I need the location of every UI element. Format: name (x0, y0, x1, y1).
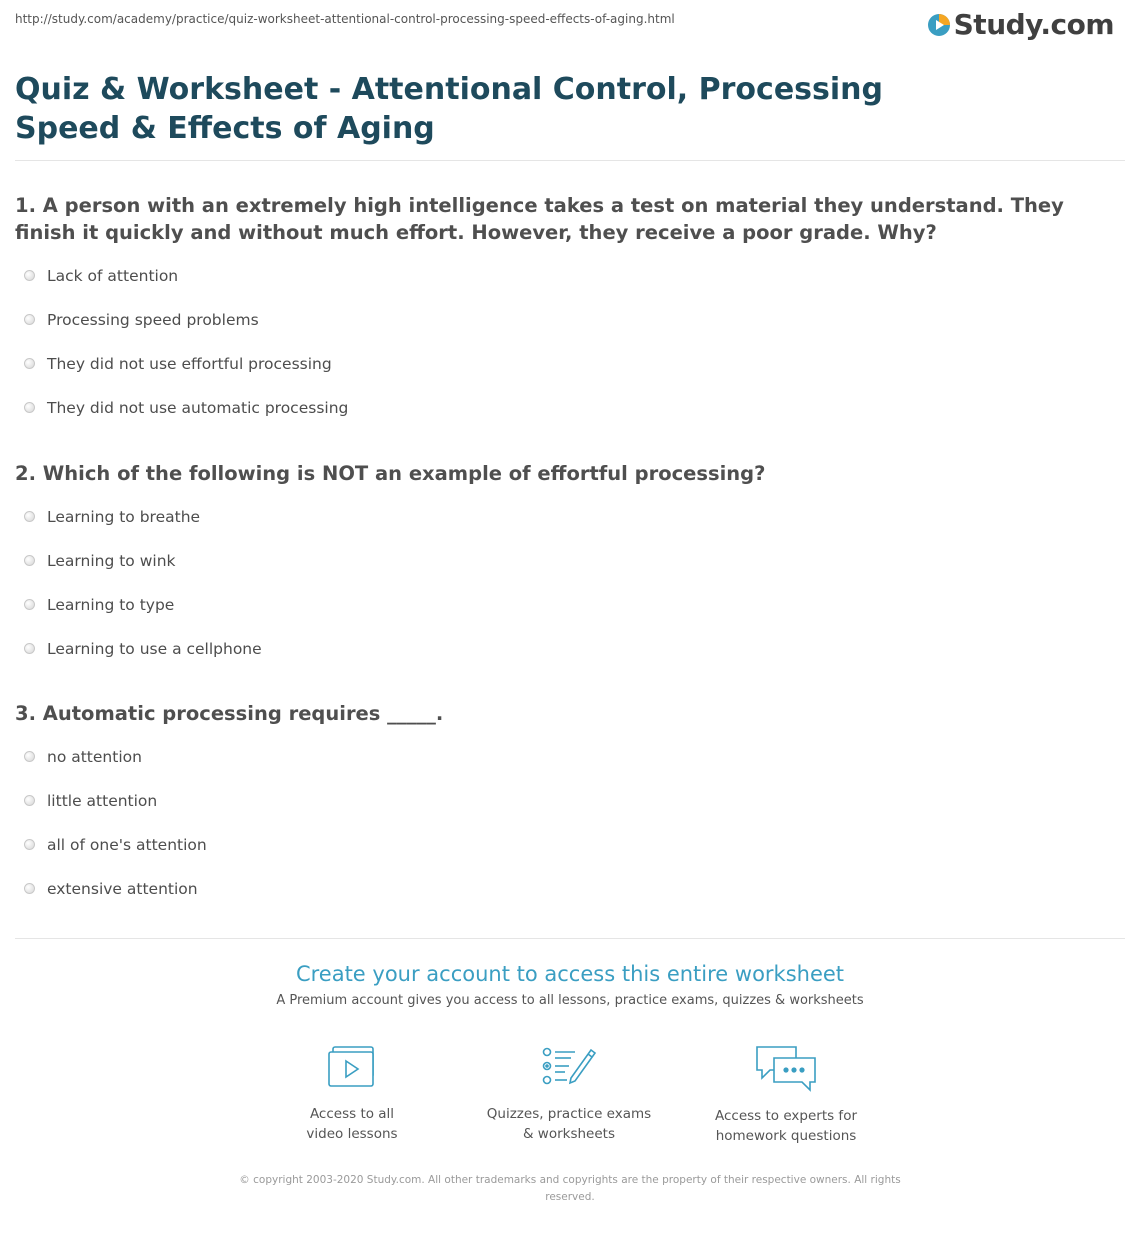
radio-button[interactable] (24, 643, 35, 654)
chat-bubbles-icon (754, 1044, 818, 1092)
radio-button[interactable] (24, 358, 35, 369)
answer-option[interactable]: Learning to breathe (15, 495, 1115, 539)
feature-label-line2: video lessons (306, 1126, 398, 1142)
question-2 (15, 460, 1115, 671)
radio-button[interactable] (24, 751, 35, 762)
radio-button[interactable] (24, 795, 35, 806)
radio-button[interactable] (24, 270, 35, 281)
divider (15, 938, 1125, 939)
feature-label-line2: & worksheets (522, 1126, 615, 1142)
feature-label-line1: Access to experts for (714, 1108, 857, 1124)
radio-button[interactable] (24, 402, 35, 413)
question-text: 3. Automatic processing requires _____. (15, 702, 444, 725)
video-lessons-icon (326, 1044, 378, 1090)
answer-options (15, 495, 1115, 671)
feature-video-lessons (252, 1044, 452, 1144)
divider (15, 160, 1125, 161)
answer-option[interactable]: no attention (15, 735, 1115, 779)
answer-option[interactable]: Learning to use a cellphone (15, 627, 1115, 671)
page-url: http://study.com/academy/practice/quiz-worksheet-attentional-control-processing-speed-effects-of-aging.html (15, 12, 675, 26)
radio-button[interactable] (24, 599, 35, 610)
question-text: 1. A person with an extremely high intelligence takes a test on material they understand. They finish it quickly and without much effort. However, they receive a poor grade. Why? (15, 194, 1064, 244)
logo-text: Study.com (953, 8, 1114, 41)
answer-option[interactable]: They did not use automatic processing (15, 386, 1115, 430)
feature-experts (686, 1044, 886, 1146)
question-3 (15, 700, 1115, 911)
page-title: Quiz & Worksheet - Attentional Control, Processing Speed & Effects of Aging (15, 72, 883, 146)
radio-button[interactable] (24, 511, 35, 522)
feature-quizzes (469, 1044, 669, 1144)
answer-option[interactable]: extensive attention (15, 867, 1115, 911)
answer-option[interactable]: all of one's attention (15, 823, 1115, 867)
answer-option[interactable]: little attention (15, 779, 1115, 823)
answer-options (15, 735, 1115, 911)
feature-label-line1: Access to all (309, 1106, 395, 1122)
question-text: 2. Which of the following is NOT an example of effortful processing? (15, 462, 766, 485)
radio-button[interactable] (24, 555, 35, 566)
study-logo[interactable] (927, 8, 1114, 41)
play-circle-icon (927, 13, 951, 37)
copyright-notice: © copyright 2003-2020 Study.com. All other trademarks and copyrights are the property of their respective owners. All rights reserved. (239, 1174, 901, 1203)
answer-option[interactable]: Learning to wink (15, 539, 1115, 583)
quiz-checklist-icon (541, 1044, 597, 1090)
question-1 (15, 192, 1115, 430)
radio-button[interactable] (24, 883, 35, 894)
radio-button[interactable] (24, 314, 35, 325)
create-account-link[interactable]: Create your account to access this entire worksheet (295, 962, 845, 986)
answer-option[interactable]: Processing speed problems (15, 298, 1115, 342)
answer-options (15, 254, 1115, 430)
feature-label-line2: homework questions (715, 1128, 857, 1144)
radio-button[interactable] (24, 839, 35, 850)
answer-option[interactable]: They did not use effortful processing (15, 342, 1115, 386)
answer-option[interactable]: Lack of attention (15, 254, 1115, 298)
feature-label-line1: Quizzes, practice exams (486, 1106, 652, 1122)
answer-option[interactable]: Learning to type (15, 583, 1115, 627)
cta-subtitle: A Premium account gives you access to all lessons, practice exams, quizzes & worksheets (276, 993, 864, 1008)
